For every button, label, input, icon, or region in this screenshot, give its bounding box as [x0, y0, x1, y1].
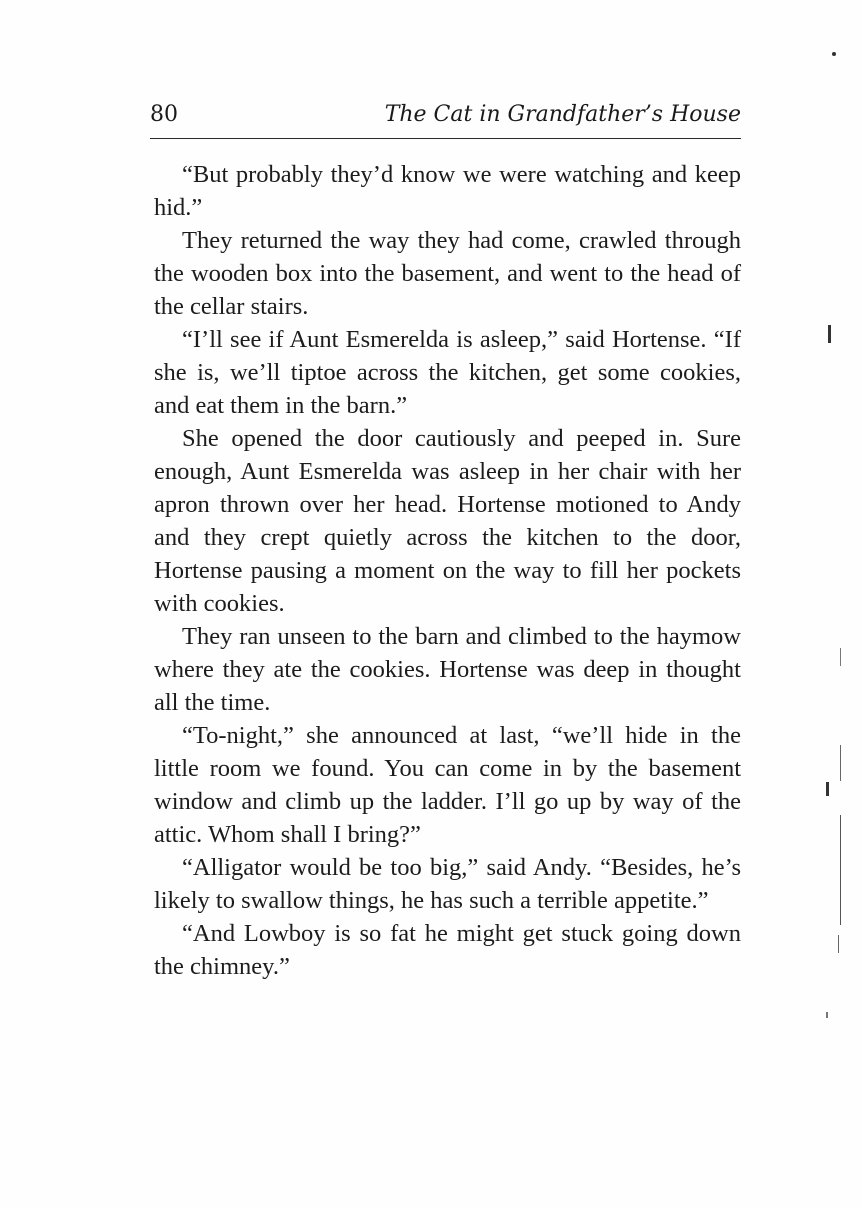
scan-mark [840, 745, 841, 781]
scan-mark [840, 648, 841, 666]
book-title: The Cat in Grandfather’s House [384, 102, 741, 127]
body-text [154, 158, 741, 983]
paragraph: “I’ll see if Aunt Esmerelda is asleep,” said Hortense. “If she is, we’ll tiptoe across the kitchen, get some cookies, and eat them in the barn.” [154, 326, 741, 419]
paragraph: They returned the way they had come, crawled through the wooden box into the basement, and went to the head of the cellar stairs. [154, 227, 741, 320]
paragraph: “To-night,” she announced at last, “we’ll hide in the little room we found. You can come in by the basement window and climb up the ladder. I’ll go up by way of the attic. Whom shall I bring?” [154, 722, 741, 848]
scan-mark [828, 325, 831, 343]
scan-mark [826, 1012, 828, 1018]
paragraph: “Alligator would be too big,” said Andy. “Besides, he’s likely to swallow things, he has such a terrible appetite.” [154, 854, 741, 914]
scan-mark [838, 935, 839, 953]
running-head [150, 100, 741, 139]
page-number: 80 [150, 102, 178, 127]
paragraph: She opened the door cautiously and peeped in. Sure enough, Aunt Esmerelda was asleep in her chair with her apron thrown over her head. Hortense motioned to Andy and they crept quietly across the kitchen to the door, Hortense pausing a moment on the way to fill her pockets with cookies. [154, 425, 741, 617]
scan-mark [832, 52, 836, 56]
scan-mark [840, 815, 841, 925]
paragraph: They ran unseen to the barn and climbed to the haymow where they ate the cookies. Hortense was deep in thought all the time. [154, 623, 741, 716]
paragraph: “And Lowboy is so fat he might get stuck going down the chimney.” [154, 920, 741, 980]
scan-mark [826, 782, 829, 796]
paragraph: “But probably they’d know we were watching and keep hid.” [154, 161, 741, 221]
